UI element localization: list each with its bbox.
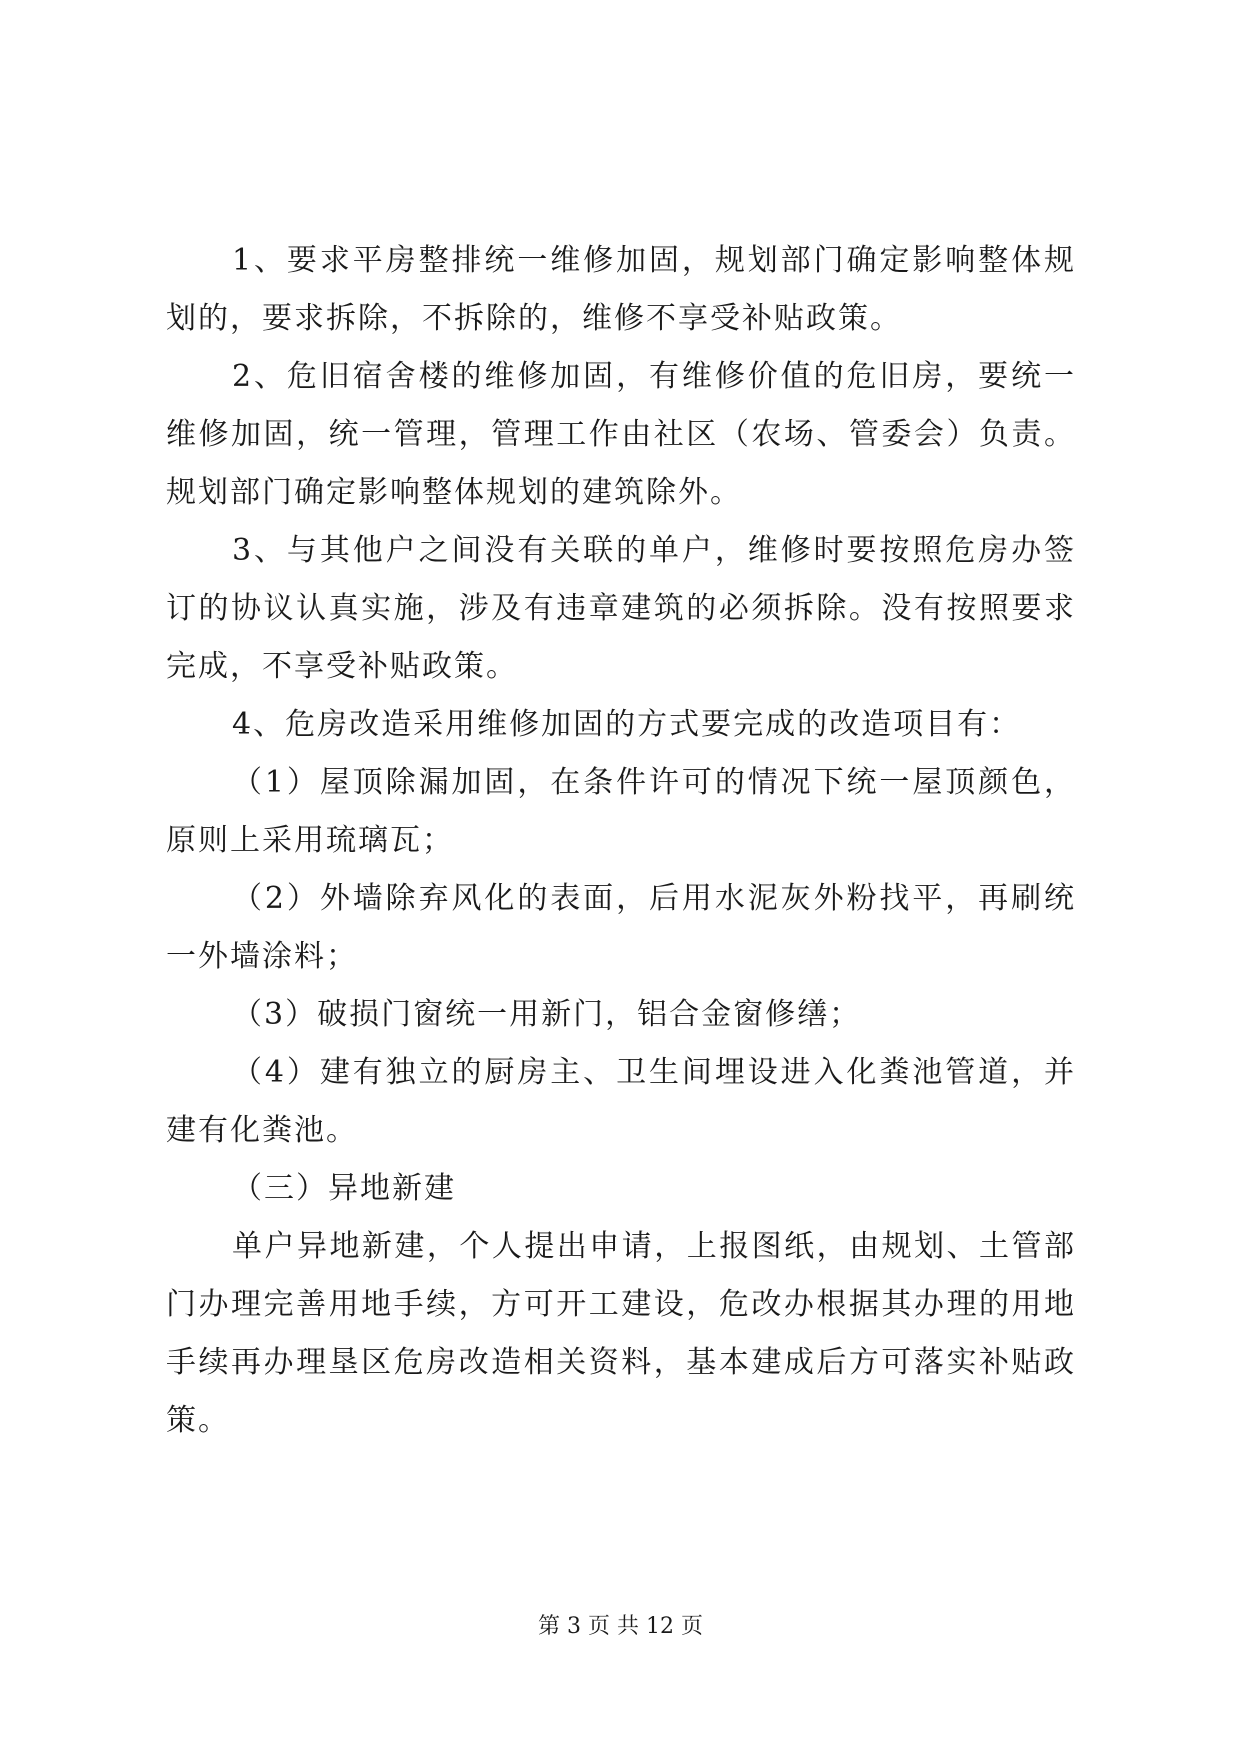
paragraph-subitem-2: （2）外墙除弃风化的表面，后用水泥灰外粉找平，再刷统一外墙涂料；	[166, 881, 1076, 974]
paragraph-subitem-3: （3）破损门窗统一用新门，铝合金窗修缮；	[232, 997, 862, 1032]
paragraph-item-1: 1、要求平房整排统一维修加固，规划部门确定影响整体规划的，要求拆除，不拆除的，维修不享受补贴政策。	[166, 243, 1076, 336]
paragraph-body: 单户异地新建，个人提出申请，上报图纸，由规划、土管部门办理完善用地手续，方可开工建设，危改办根据其办理的用地手续再办理垦区危房改造相关资料，基本建成后方可落实补贴政策。	[166, 1229, 1076, 1438]
page-number: 第 3 页 共 12 页	[538, 1614, 703, 1639]
paragraph-subitem-4: （4）建有独立的厨房主、卫生间埋设进入化粪池管道，并建有化粪池。	[166, 1055, 1076, 1148]
paragraph-item-3: 3、与其他户之间没有关联的单户，维修时要按照危房办签订的协议认真实施，涉及有违章建筑的必须拆除。没有按照要求完成，不享受补贴政策。	[166, 533, 1076, 684]
paragraph-item-2: 2、危旧宿舍楼的维修加固，有维修价值的危旧房，要统一维修加固，统一管理，管理工作由社区（农场、管委会）负责。规划部门确定影响整体规划的建筑除外。	[166, 359, 1076, 510]
document-body	[166, 232, 1076, 1450]
paragraph-item-4: 4、危房改造采用维修加固的方式要完成的改造项目有：	[232, 707, 1022, 742]
section-heading: （三）异地新建	[232, 1171, 456, 1206]
paragraph-subitem-1: （1）屋顶除漏加固，在条件许可的情况下统一屋顶颜色，原则上采用琉璃瓦；	[166, 765, 1076, 858]
